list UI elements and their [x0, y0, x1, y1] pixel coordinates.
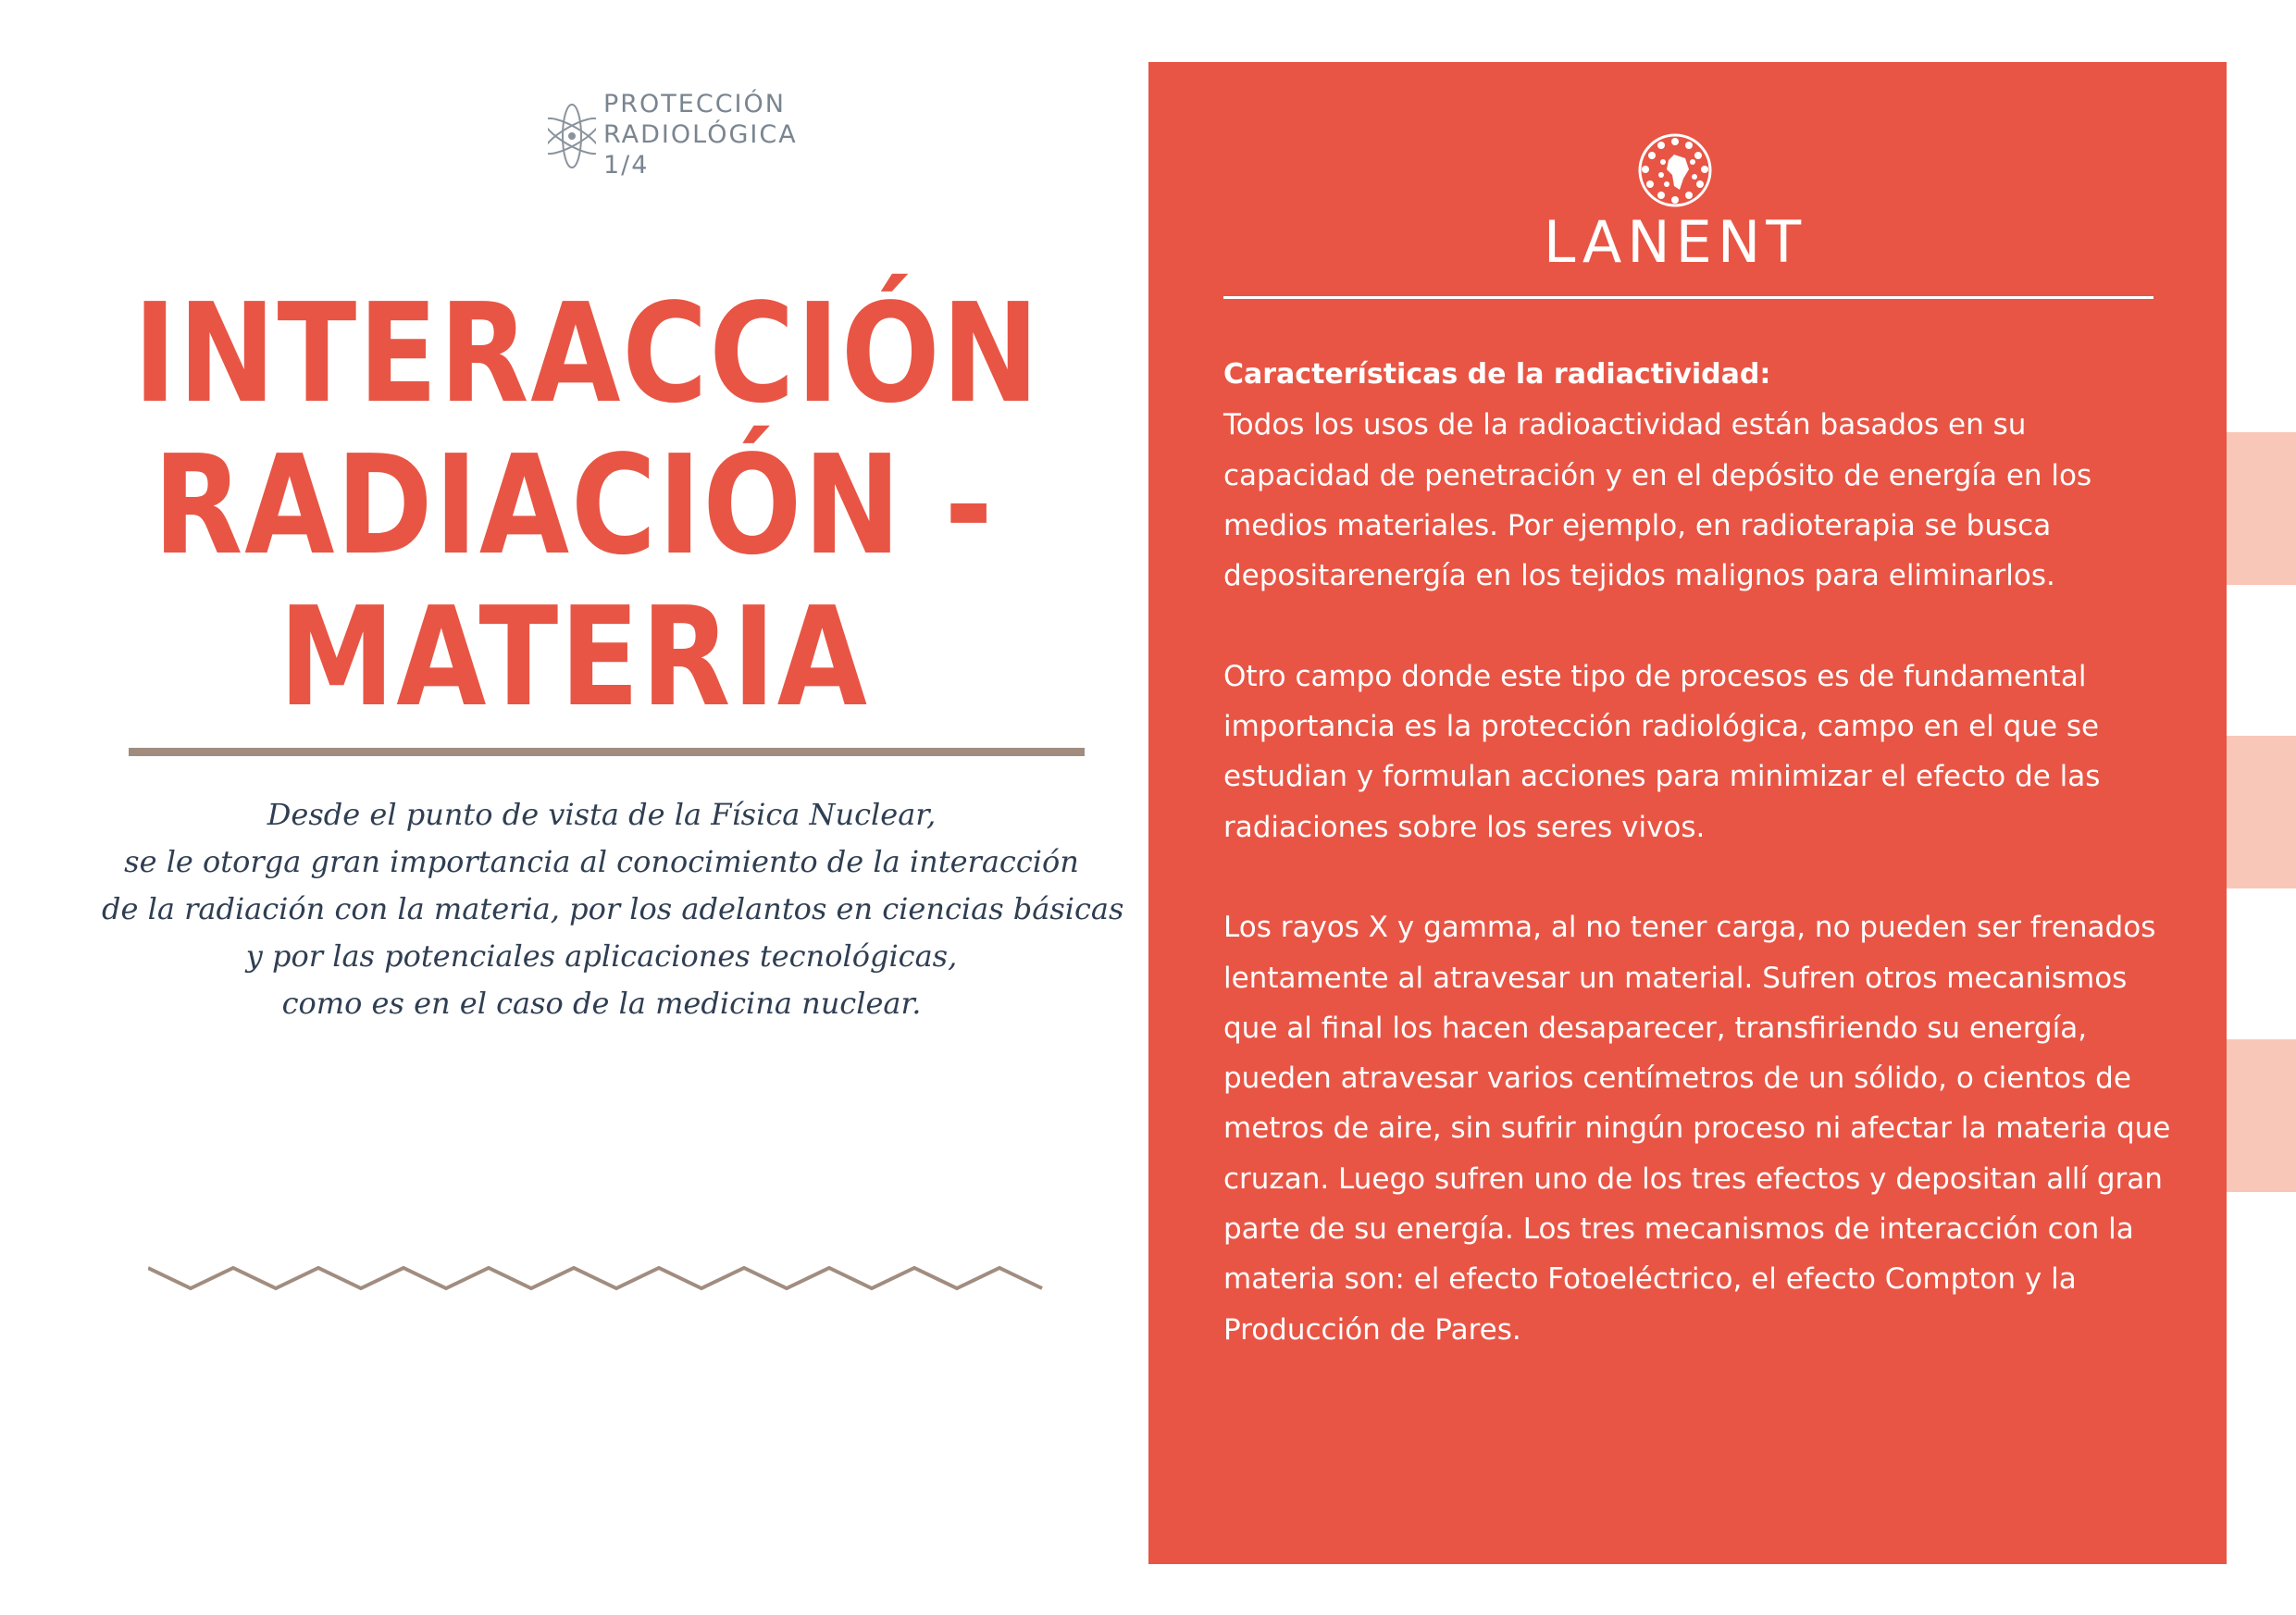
paragraph-line: Todos los usos de la radioactividad están basados en su — [1223, 408, 2027, 442]
side-tab-1[interactable] — [2227, 432, 2296, 585]
series-page-number: 1/4 — [603, 151, 650, 180]
globe-logo-icon — [1633, 132, 1717, 208]
zigzag-divider — [148, 1259, 1055, 1296]
section-heading: Características de la radiactividad: — [1223, 358, 1771, 391]
paragraph-line: lentamente al atravesar un material. Sufren otros mecanismos — [1223, 961, 2128, 995]
panel-body — [1223, 350, 2204, 1355]
paragraph-line: metros de aire, sin sufrir ningún proceso ni afectar la materia que — [1223, 1112, 2171, 1146]
title-divider — [129, 748, 1085, 756]
lead-paragraph — [102, 791, 1124, 1027]
paragraph-line: Otro campo donde este tipo de procesos es de fundamental — [1223, 659, 2087, 693]
lead-line: Desde el punto de vista de la Física Nuclear, — [267, 797, 937, 832]
paragraph-line: cruzan. Luego sufren uno de los tres efectos y depositan allí gran — [1223, 1162, 2163, 1196]
paragraph-line: parte de su energía. Los tres mecanismos de interacción con la — [1223, 1212, 2134, 1247]
brand-logo — [1518, 132, 1832, 276]
brand-name: LANENT — [1543, 208, 1807, 276]
title-line-1: INTERACCIÓN — [133, 274, 1041, 433]
paragraph-line: capacidad de penetración y en el depósito de energía en los — [1223, 458, 2092, 492]
series-marker — [548, 89, 798, 181]
title-line-2: RADIACIÓN - — [153, 426, 995, 585]
paragraph-line: medios materiales. Por ejemplo, en radioterapia se busca — [1223, 508, 2052, 542]
lead-line: se le otorga gran importancia al conocimiento de la interacción — [124, 844, 1079, 879]
lead-line: y por las potenciales aplicaciones tecnológicas, — [245, 938, 958, 974]
paragraph-line: radiaciones sobre los seres vivos. — [1223, 810, 1706, 844]
lead-line: de la radiación con la materia, por los adelantos en ciencias básicas — [102, 891, 1124, 926]
paragraph-line: pueden atravesar varios centímetros de un sólido, o cientos de — [1223, 1062, 2131, 1096]
side-tab-3[interactable] — [2227, 1039, 2296, 1192]
paragraph-line: estudian y formulan acciones para minimizar el efecto de las — [1223, 760, 2101, 794]
atom-icon — [548, 94, 596, 178]
paragraph-line: que al final los hacen desaparecer, transfiriendo su energía, — [1223, 1011, 2088, 1045]
side-tab-2[interactable] — [2227, 736, 2296, 888]
page-title — [133, 274, 1041, 737]
paragraph-line: importancia es la protección radiológica, campo en el que se — [1223, 710, 2100, 744]
title-line-3: MATERIA — [279, 578, 869, 737]
paragraph-line: Los rayos X y gamma, al no tener carga, no pueden ser frenados — [1223, 911, 2156, 945]
paragraph-line: depositarenergía en los tejidos malignos para eliminarlos. — [1223, 559, 2055, 593]
series-line-2: RADIOLÓGICA — [603, 120, 798, 149]
lead-line: como es en el caso de la medicina nuclear. — [281, 986, 922, 1021]
series-line-1: PROTECCIÓN — [603, 90, 786, 118]
paragraph-gap — [1223, 852, 2204, 902]
paragraph-line: Producción de Pares. — [1223, 1312, 1521, 1347]
panel-divider — [1223, 296, 2153, 299]
paragraph-line: materia son: el efecto Fotoeléctrico, el efecto Compton y la — [1223, 1262, 2077, 1297]
paragraph-gap — [1223, 601, 2204, 651]
